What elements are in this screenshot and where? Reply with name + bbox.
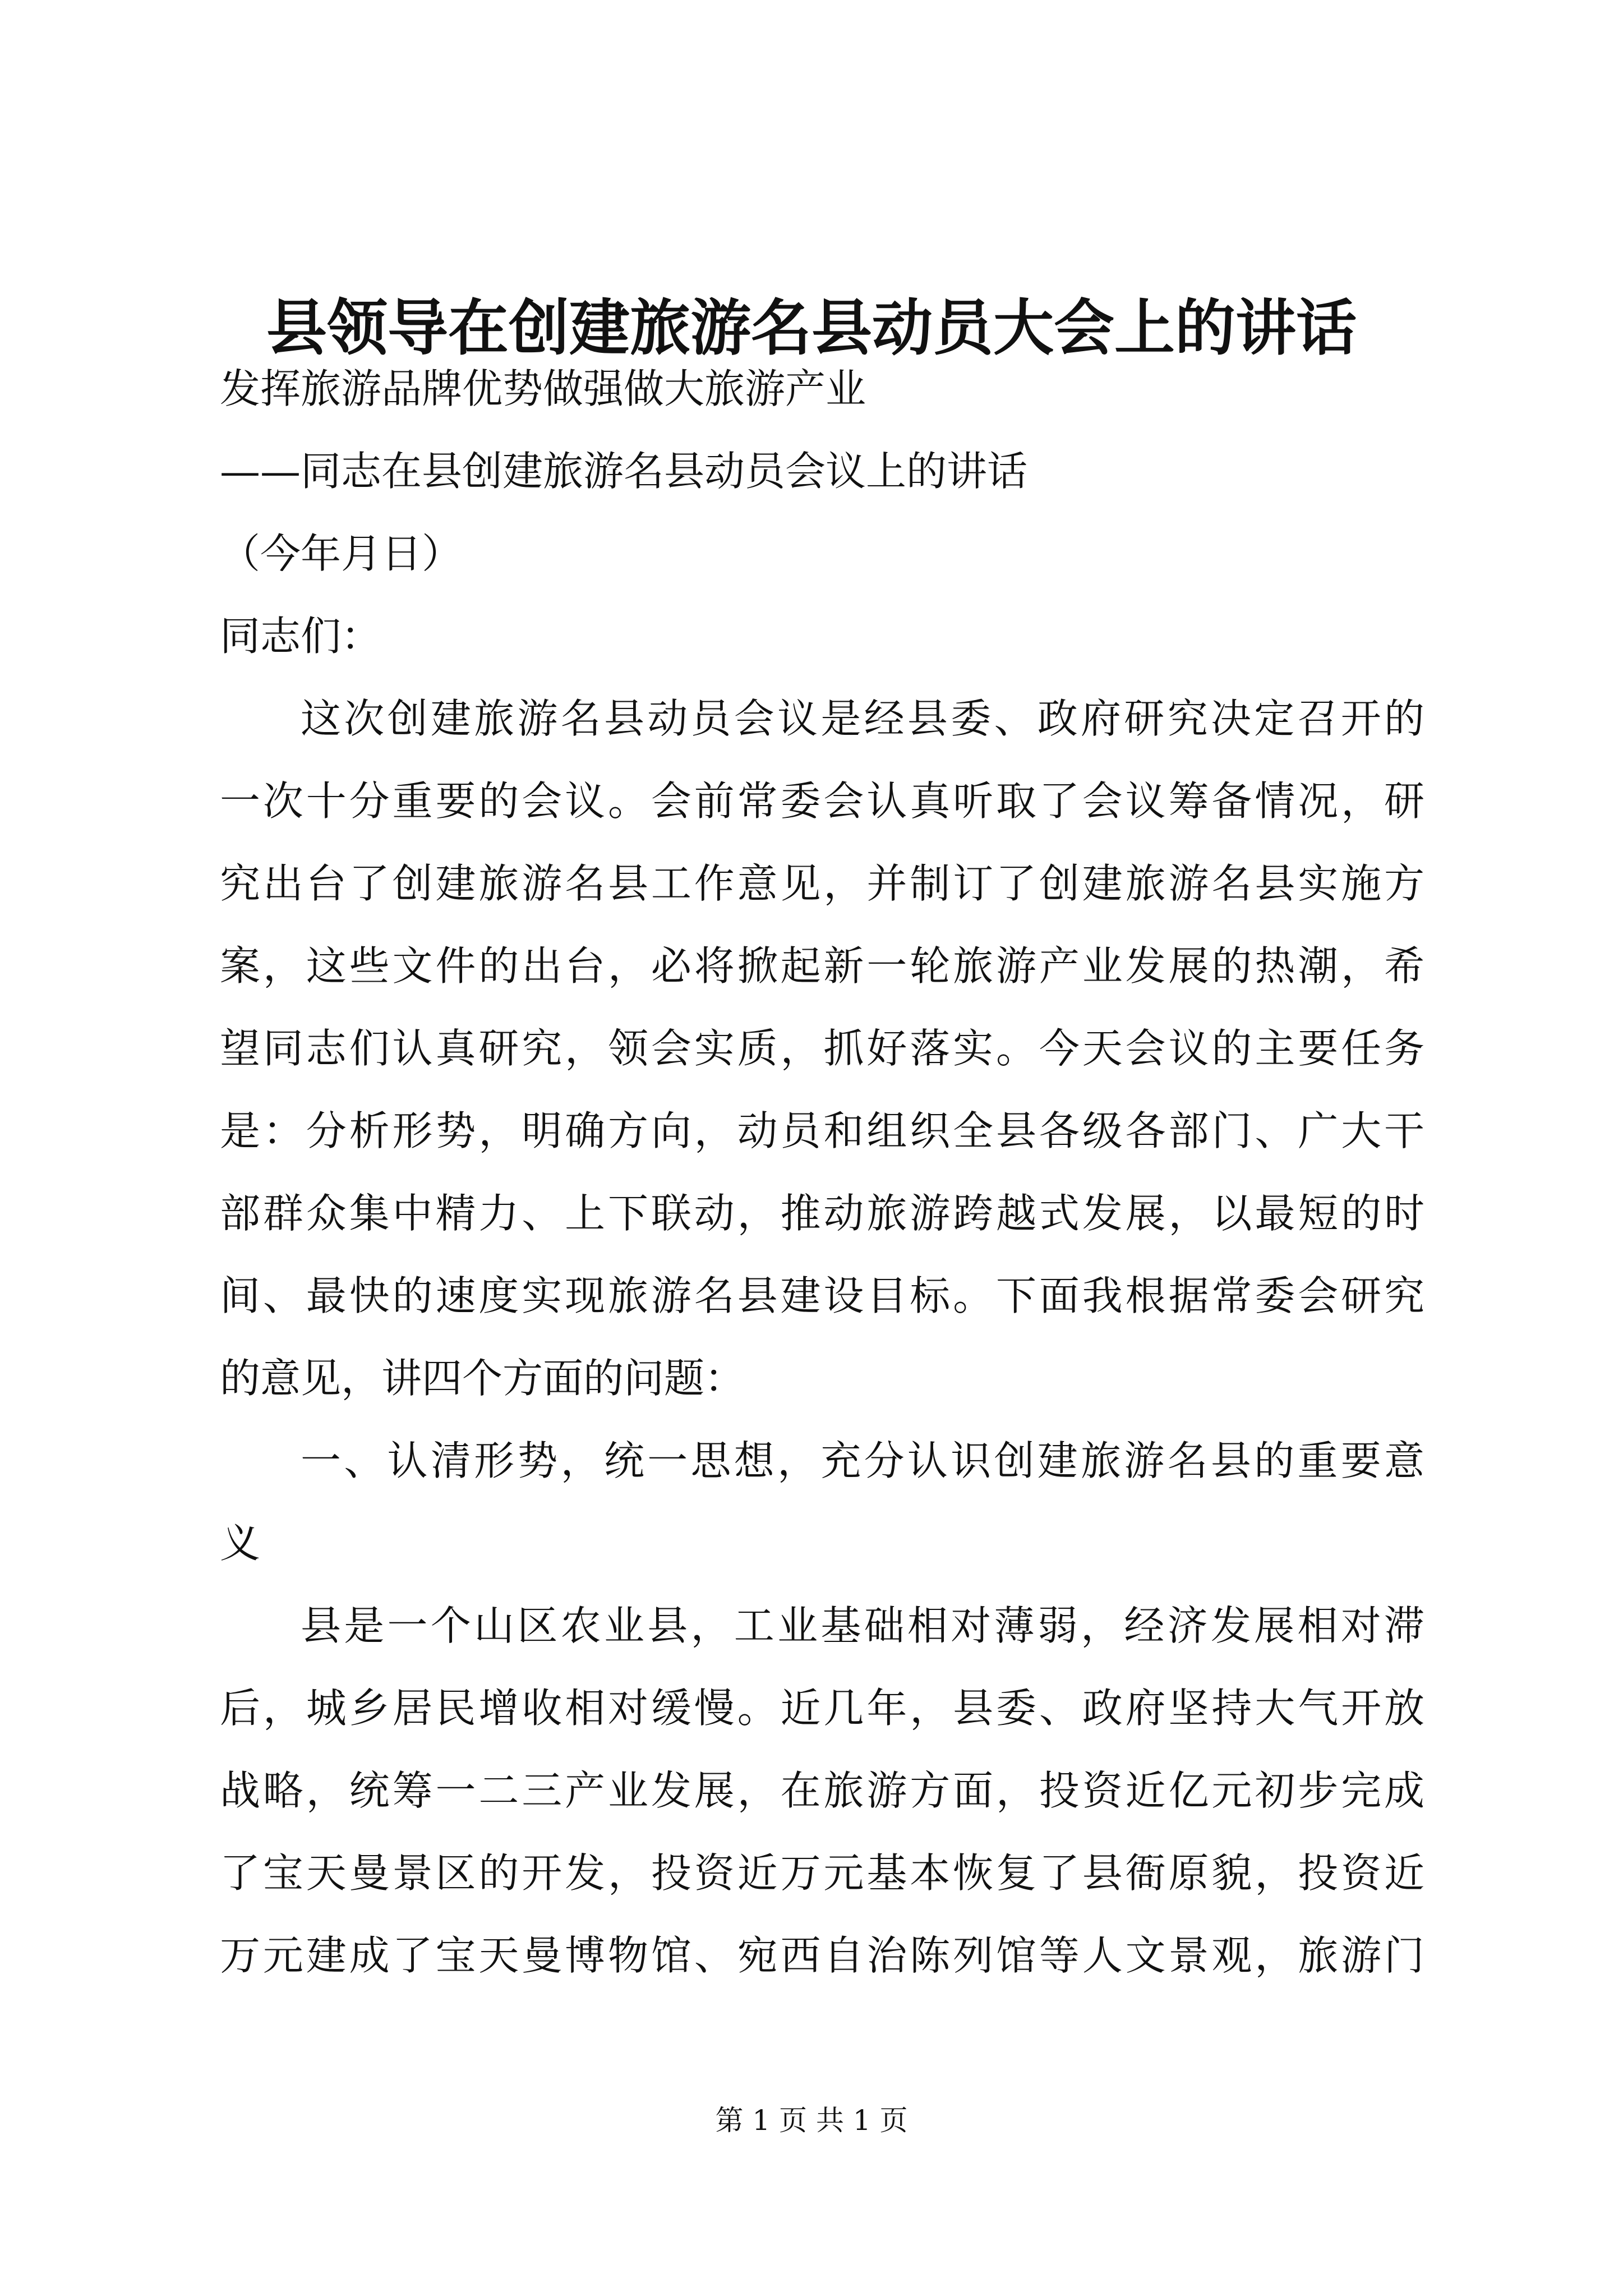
paragraph-line: 是：分析形势，明确方向，动员和组织全县各级各部门、广大干 xyxy=(220,1107,1424,1154)
paragraph-line: 究出台了创建旅游名县工作意见，并制订了创建旅游名县实施方 xyxy=(220,860,1424,907)
paragraph-line: 了宝天曼景区的开发，投资近万元基本恢复了县衙原貌，投资近 xyxy=(220,1849,1424,1897)
paragraph-line: 间、最快的速度实现旅游名县建设目标。下面我根据常委会研究 xyxy=(220,1272,1424,1319)
paragraph-line: 的意见，讲四个方面的问题： xyxy=(220,1355,745,1402)
paragraph-line: 部群众集中精力、上下联动，推动旅游跨越式发展，以最短的时 xyxy=(220,1190,1424,1237)
paragraph-line: 后，城乡居民增收相对缓慢。近几年，县委、政府坚持大气开放 xyxy=(220,1685,1424,1732)
document-title: 县领导在创建旅游名县动员大会上的讲话 xyxy=(266,293,1357,364)
section-heading-line: 一、认清形势，统一思想，充分认识创建旅游名县的重要意 xyxy=(301,1437,1424,1484)
byline: ——同志在县创建旅游名县动员会议上的讲话 xyxy=(220,448,1028,495)
paragraph-line: 万元建成了宝天曼博物馆、宛西自治陈列馆等人文景观，旅游门 xyxy=(220,1932,1424,1979)
paragraph-line: 战略，统筹一二三产业发展，在旅游方面，投资近亿元初步完成 xyxy=(220,1767,1424,1814)
paragraph-line: 县是一个山区农业县，工业基础相对薄弱，经济发展相对滞 xyxy=(301,1602,1424,1649)
paragraph-line: 案，这些文件的出台，必将掀起新一轮旅游产业发展的热潮，希 xyxy=(220,942,1424,990)
paragraph-line: 这次创建旅游名县动员会议是经县委、政府研究决定召开的 xyxy=(301,695,1424,742)
subtitle: 发挥旅游品牌优势做强做大旅游产业 xyxy=(220,365,866,412)
page-footer: 第 1 页 共 1 页 xyxy=(715,2104,908,2137)
section-heading-line: 义 xyxy=(220,1520,261,1567)
paragraph-line: 一次十分重要的会议。会前常委会认真听取了会议筹备情况，研 xyxy=(220,777,1424,825)
speech-date: （今年月日） xyxy=(220,530,463,577)
document-body xyxy=(220,348,1424,1997)
salutation: 同志们： xyxy=(220,613,382,660)
paragraph-line: 望同志们认真研究，领会实质，抓好落实。今天会议的主要任务 xyxy=(220,1025,1424,1072)
